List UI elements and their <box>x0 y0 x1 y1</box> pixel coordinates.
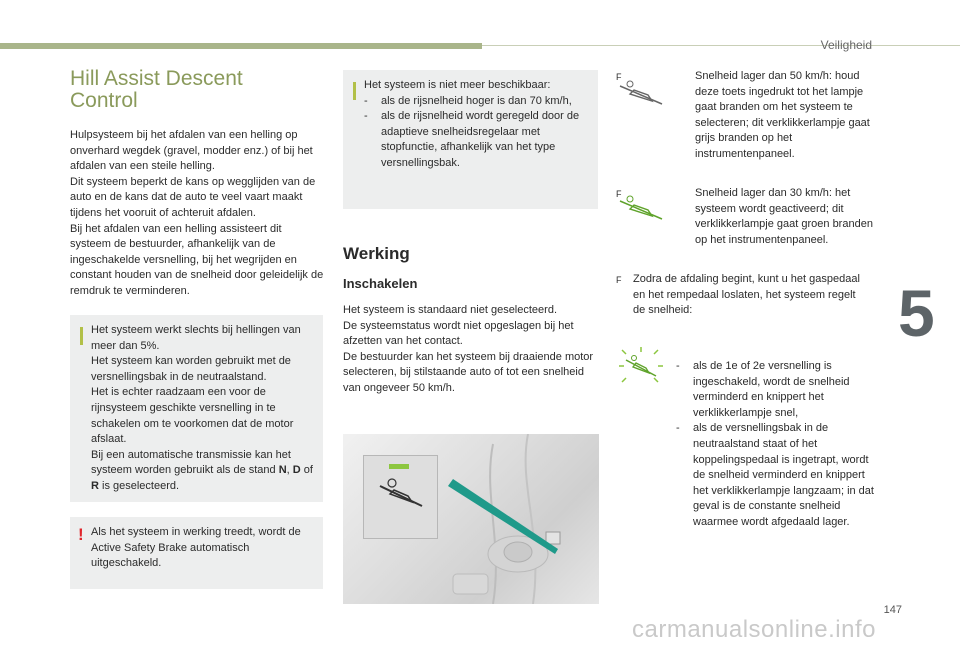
info-box-conditions <box>70 315 323 502</box>
subsection-inschakelen <box>343 276 598 291</box>
list-item: - als de 1e of 2e versnelling is ingeschakeld, wordt de snelheid verminderd en knippert het verklikkerlampje snel, <box>676 360 850 419</box>
info-line: Het systeem kan worden gebruikt met de versnellingsbak in de neutraalstand. <box>91 355 291 383</box>
gear-n: N <box>278 464 287 477</box>
info-line: Bij een automatische transmissie kan het systeem worden gebruikt als de stand N, D of R is geselecteerd. <box>91 448 313 492</box>
hill-descent-icon <box>378 478 424 510</box>
page-title <box>70 68 325 112</box>
step-text: Snelheid lager dan 50 km/h: houd deze toets ingedrukt tot het lampje gaat branden om het systeem te selecteren; dit verklikkerlampje gaat grijs branden op het instrumentenpaneel. <box>695 70 870 160</box>
step-text: Snelheid lager dan 30 km/h: het systeem wordt geactiveerd; dit verklikkerlampje gaat groen branden op het instrumentenpaneel. <box>695 187 873 246</box>
intro-paragraph: Bij het afdalen van een helling assisteert dit systeem de bestuurder, afhankelijk van de ingeschakelde versnelling, bij het wegrijden en constant houden van de snelheid door geleidelijk de remdruk te verminderen. <box>70 222 324 297</box>
lamp-indicator <box>389 464 409 469</box>
info-line: Het systeem werkt slechts bij hellingen van meer dan 5%. <box>91 324 301 352</box>
info-box-content <box>70 315 323 505</box>
arrow-bullet-icon: F <box>616 275 622 285</box>
info-box-content <box>343 70 598 182</box>
header-accent-bar <box>0 43 482 49</box>
section-title: Veiligheid <box>820 38 872 52</box>
warning-text: Als het systeem in werking treedt, wordt de Active Safety Brake automatisch uitgeschakeld. <box>91 526 301 570</box>
speed-regulation-list <box>676 359 876 531</box>
step-text: Zodra de afdaling begint, kunt u het gaspedaal en het rempedaal loslaten, het systeem regelt de snelheid: <box>633 273 860 317</box>
werking-body <box>343 303 598 397</box>
section-heading: Werking <box>343 244 410 263</box>
title-line-2: Control <box>70 89 138 112</box>
column-left <box>70 68 325 300</box>
instruction-step-1 <box>616 69 903 163</box>
page-number: 147 <box>883 604 902 616</box>
gear-r: R <box>91 479 99 492</box>
instruction-step-3 <box>616 272 886 319</box>
info-icon <box>80 327 83 345</box>
warning-icon: ! <box>78 525 84 544</box>
intro-paragraph: Dit systeem beperkt de kans op wegglijden van de auto en de kans dat de auto te veel vaart maakt tijdens het vooruit of achteruit afdalen. <box>70 175 316 219</box>
subsection-heading: Inschakelen <box>343 276 418 291</box>
chapter-number: 5 <box>898 276 935 350</box>
hill-descent-flashing-icon <box>618 346 664 386</box>
info-box-unavailable <box>343 70 598 209</box>
list-item: - als de versnellingsbak in de neutraalstand staat of het koppelingspedaal is ingetrapt, wordt de snelheid verminderd en knippert het verklikkerlampje langzaam; in dat geval is de constante snelheid waarmee wordt afgedaald lager. <box>676 422 874 528</box>
arrow-bullet-icon: F <box>616 189 622 199</box>
arrow-bullet-icon: F <box>616 72 622 82</box>
body-line: Het systeem is standaard niet geselecteerd. <box>343 304 558 316</box>
body-line: De systeemstatus wordt niet opgeslagen bij het afzetten van het contact. <box>343 319 574 348</box>
section-werking <box>343 244 598 264</box>
unavailable-list <box>364 94 588 172</box>
gear-d: D <box>292 464 301 477</box>
warning-box-content <box>70 517 323 582</box>
info-line: Het is echter raadzaam een voor de rijnsysteem geschikte versnelling in te schakelen om te voorkomen dat de motor afslaat. <box>91 386 294 446</box>
header-rule <box>482 45 960 46</box>
instruction-step-2 <box>616 186 903 248</box>
info-icon <box>353 82 356 100</box>
list-item: - als de rijsnelheid hoger is dan 70 km/h, <box>364 94 572 107</box>
watermark: carmanualsonline.info <box>632 616 876 643</box>
info-intro: Het systeem is niet meer beschikbaar: <box>364 79 551 91</box>
intro-paragraph: Hulpsysteem bij het afdalen van een helling op onverhard wegdek (gravel, modder enz.) of bij het afdalen van een steile helling. <box>70 129 313 173</box>
title-line-1: Hill Assist Descent <box>70 67 243 90</box>
body-line: De bestuurder kan het systeem bij draaiende motor selecteren, bij stilstaande auto of tot een snelheid van ongeveer 50 km/h. <box>343 350 594 394</box>
list-item: - als de rijsnelheid wordt geregeld door de adaptieve snelheidsregelaar met stopfunctie, afhankelijk van het type versnellingsbak. <box>364 110 580 169</box>
hadc-button-panel <box>363 455 438 539</box>
warning-box <box>70 517 323 589</box>
intro-text <box>70 128 325 300</box>
